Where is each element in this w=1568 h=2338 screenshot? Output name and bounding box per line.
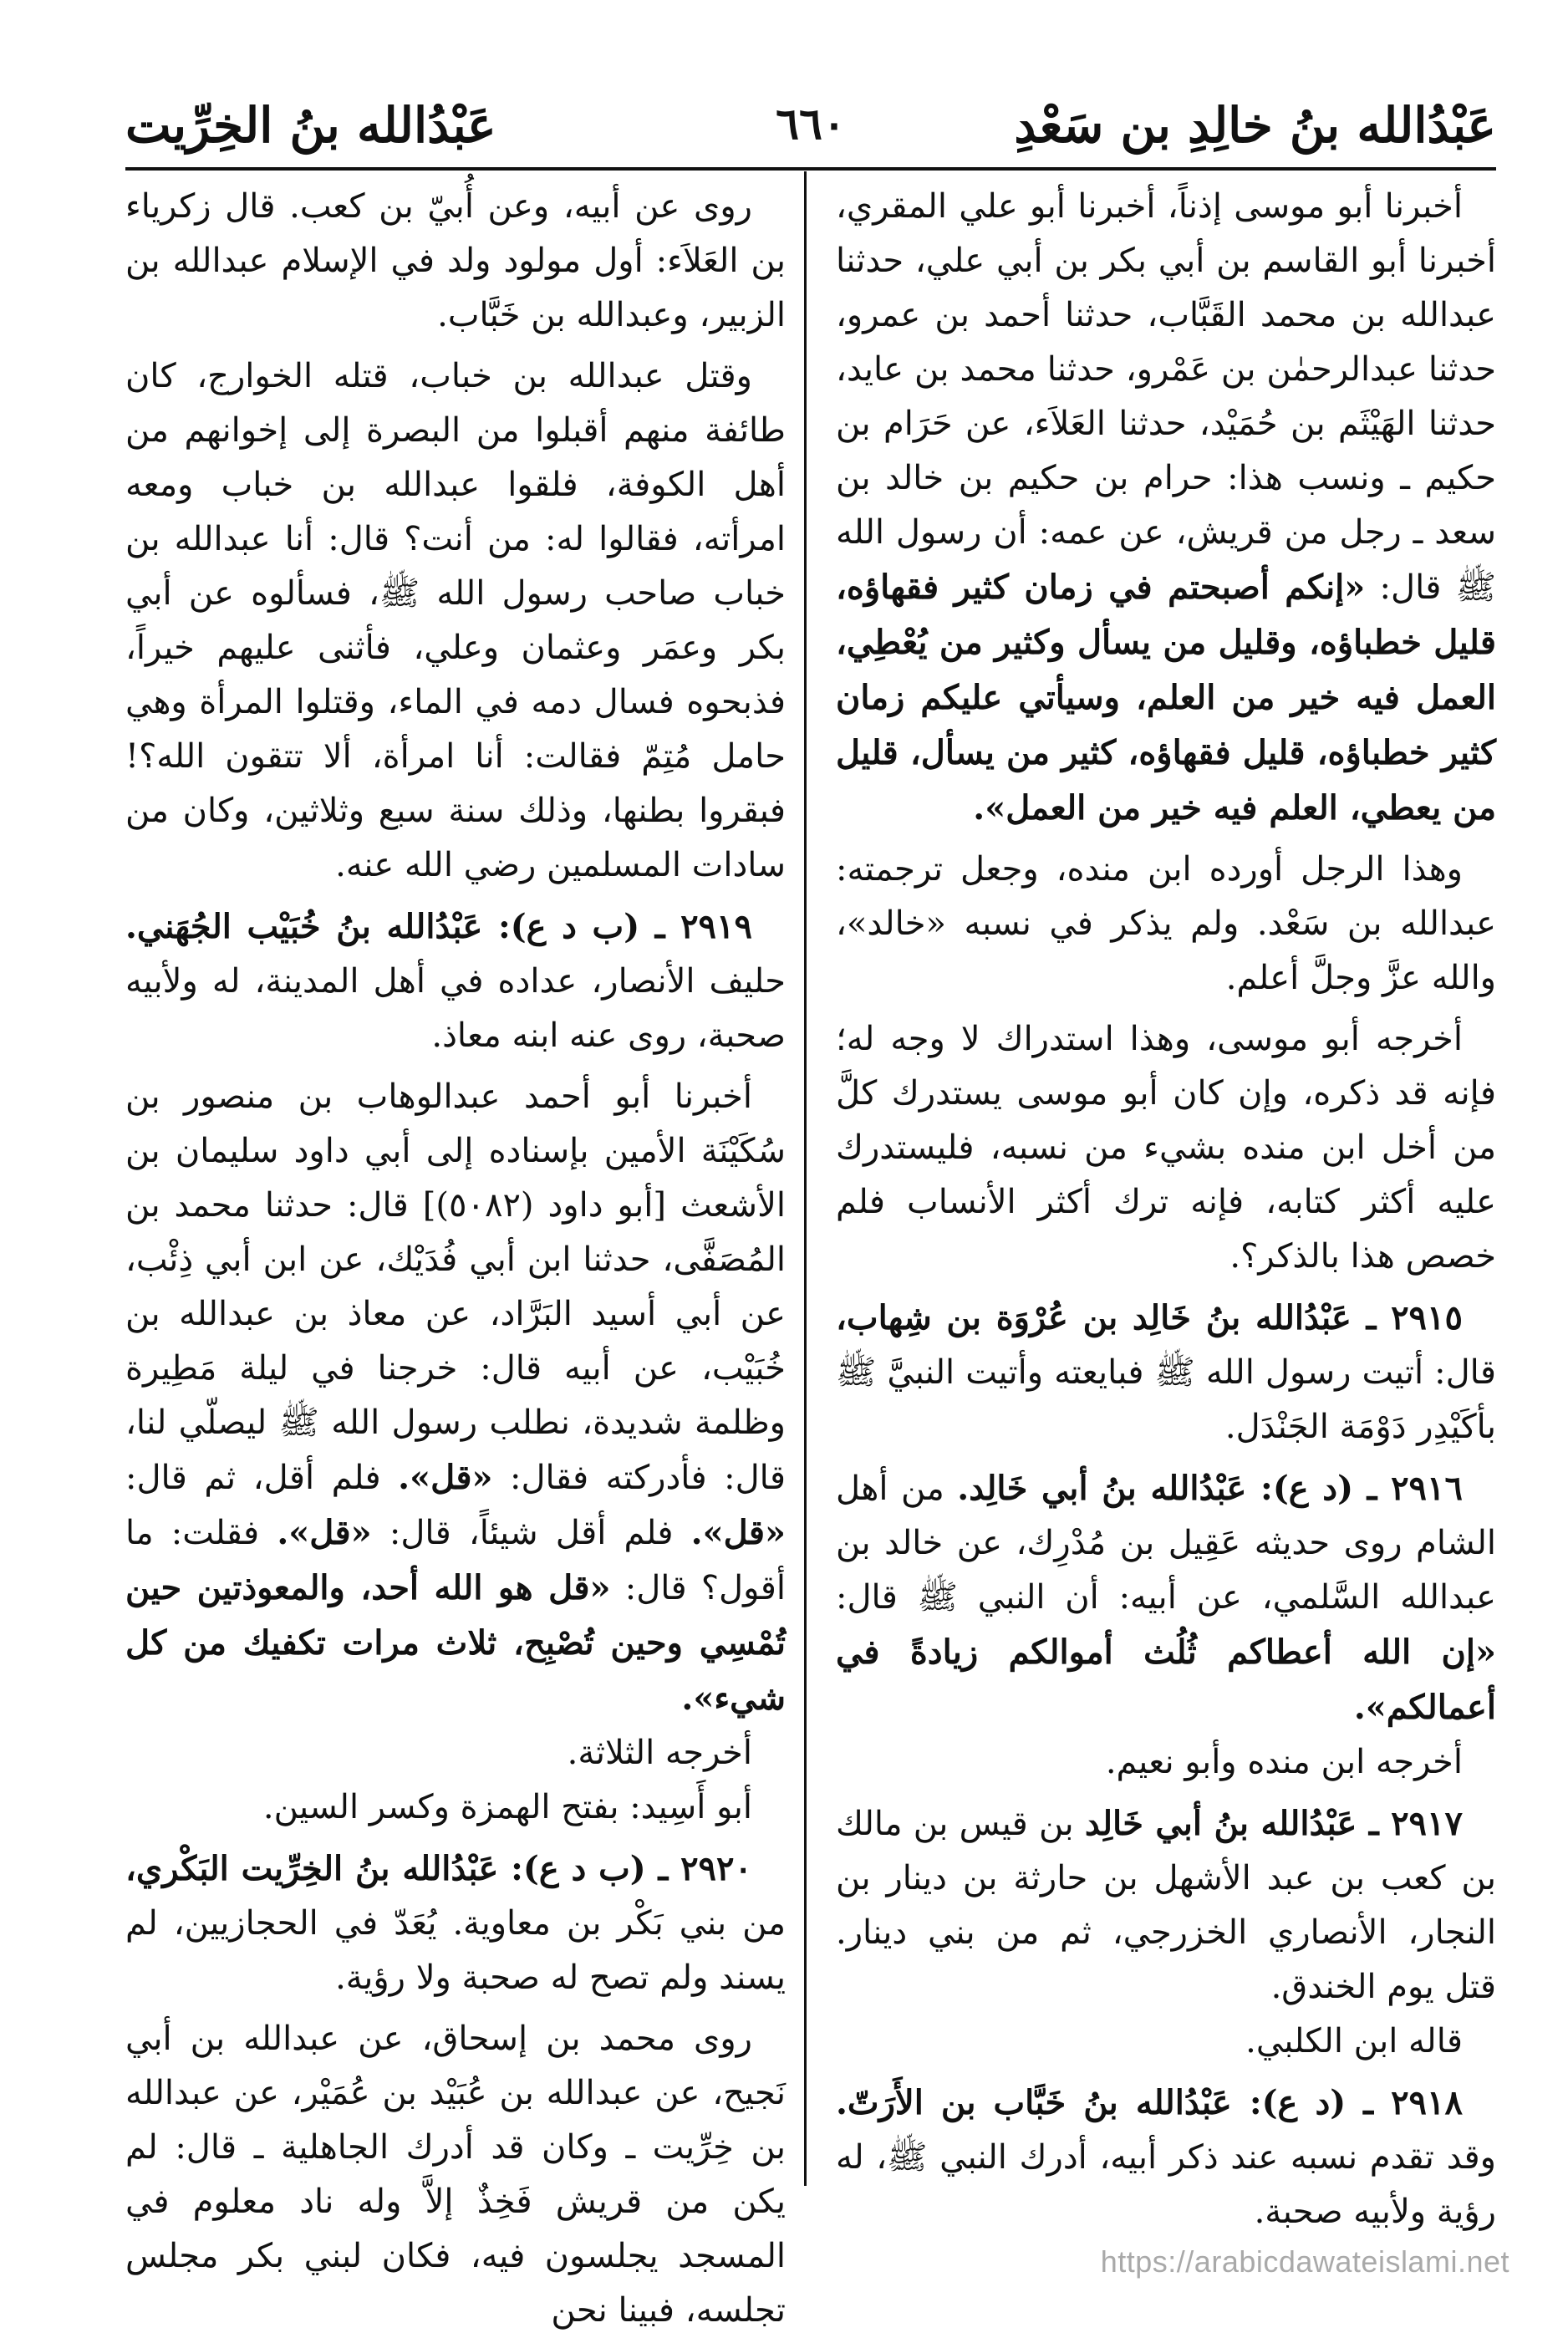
running-title-left: عَبْدُالله بنُ الخِرِّيت xyxy=(125,97,496,154)
paragraph: أخرجه أبو موسى، وهذا استدراك لا وجه له؛ فإنه قد ذكره، وإن كان أبو موسى يستدرك كلَّ من أخل ابن منده بشيء من نسبه، فليستدرك عليه أكثر كتابه، فإنه ترك أكثر الأنساب فلم خصص هذا بالذكر؟. xyxy=(836,1020,1496,1276)
paragraph: روى عن أبيه، وعن أُبيّ بن كعب. قال زكرياء بن العَلاَء: أول مولود ولد في الإسلام عبدالله بن الزبير، وعبدالله بن خَبَّاب. xyxy=(125,187,786,334)
paragraph: أخبرنا أبو موسى إذناً، أخبرنا أبو علي المقري، أخبرنا أبو القاسم بن أبي بكر بن أبي علي، حدثنا عبدالله بن محمد القَبَّاب، حدثنا أحمد بن عمرو، حدثنا عبدالرحمٰن بن عَمْرو، حدثنا محمد بن عايد، حدثنا الهَيْثَم بن حُمَيْد، حدثنا العَلاَء، عن حَرَام بن حكيم ـ ونسب هذا: حرام بن حكيم بن خالد بن سعد ـ رجل من قريش، عن عمه: أن رسول الله ﷺ قال: «إنكم أصبحتم في زمان كثير فقهاؤه، قليل خطباؤه، وقليل من يسأل وكثير من يُعْطِي، العمل فيه خير من العلم، وسيأتي عليكم زمان كثير خطباؤه، قليل فقهاؤه، كثير من يسأل، قليل من يعطي، العلم فيه خير من العمل». xyxy=(836,187,1497,828)
entry-heading: ٢٩١٧ ـ عَبْدُالله بنُ أبي خَالِد xyxy=(1084,1804,1463,1843)
entry-2916: ٢٩١٦ ـ (د ع): عَبْدُالله بنُ أبي خَالِد. من أهل الشام روى حديثه عَقِيل بن مُدْرِك، عن خالد بن عبدالله السَّلمي، عن أبيه: أن النبي ﷺ قال: «إن الله أعطاكم ثُلُث أموالكم زيادةً في أعمالكم». xyxy=(836,1469,1496,1727)
entry-2917: ٢٩١٧ ـ عَبْدُالله بنُ أبي خَالِد بن قيس بن مالك بن كعب بن عبد الأشهل بن حارثة بن دينار بن النجار، الأنصاري الخزرجي، ثم من بني دينار. قتل يوم الخندق. xyxy=(836,1804,1496,2006)
entry-heading: ٢٩١٦ ـ (د ع): عَبْدُالله بنُ أبي خَالِد. xyxy=(957,1469,1463,1508)
entry-heading: ٢٩١٨ ـ (د ع): عَبْدُالله بنُ خَبَّاب بن الأَرَتّ. xyxy=(836,2083,1463,2122)
entry-heading: ٢٩١٩ ـ (ب د ع): عَبْدُالله بنُ خُبَيْب الجُهَني. xyxy=(125,907,752,946)
paragraph: أخرجه الثلاثة. xyxy=(567,1734,752,1772)
left-column xyxy=(125,180,787,2330)
page-number: ٦٦٠ xyxy=(776,99,846,150)
watermark: https://arabicdawateislami.net xyxy=(1100,2244,1509,2279)
entry-2920: ٢٩٢٠ ـ (ب د ع): عَبْدُالله بنُ الخِرِّيت البَكْري، من بني بَكْر بن معاوية. يُعَدّ في الحجازيين، لم يسند ولم تصح له صحبة ولا رؤية. xyxy=(125,1849,786,1997)
hadith-text: «قل هو الله أحد، والمعوذتين حين تُمْسِي وحين تُصْبِح، ثلاث مرات تكفيك من كل شيء». xyxy=(125,1568,786,1718)
entry-heading: ٢٩٢٠ ـ (ب د ع): عَبْدُالله بنُ الخِرِّيت البَكْري، xyxy=(125,1849,752,1888)
page-header xyxy=(125,92,1496,171)
paragraph: وهذا الرجل أورده ابن منده، وجعل ترجمته: عبدالله بن سَعْد. ولم يذكر في نسبه «خالد»، والله عزَّ وجلَّ أعلم. xyxy=(836,850,1496,997)
running-title-right: عَبْدُالله بنُ خالِدِ بن سَعْدِ xyxy=(1014,97,1496,154)
paragraph: وقتل عبدالله بن خباب، قتله الخوارج، كان طائفة منهم أقبلوا من البصرة إلى إخوانهم من أهل الكوفة، فلقوا عبدالله بن خباب ومعه امرأته، فقالوا له: من أنت؟ قال: أنا عبدالله بن خباب صاحب رسول الله ﷺ، فسألوه عن أبي بكر وعمَر وعثمان وعلي، فأثنى عليهم خيراً، فذبحوه فسال دمه في الماء، وقتلوا المرأة وهي حامل مُتِمّ فقالت: أنا امرأة، ألا تتقون الله؟! فبقروا بطنها، وذلك سنة سبع وثلاثين، وكان من سادات المسلمين رضي الله عنه. xyxy=(125,357,786,884)
paragraph: أخرجه ابن منده وأبو نعيم. xyxy=(1105,1743,1463,1781)
right-column xyxy=(836,180,1497,2231)
paragraph: قاله ابن الكلبي. xyxy=(1245,2022,1463,2060)
column-divider xyxy=(804,171,807,2186)
entry-2918: ٢٩١٨ ـ (د ع): عَبْدُالله بنُ خَبَّاب بن الأَرَتّ. وقد تقدم نسبه عند ذكر أبيه، أدرك النبي ﷺ، له رؤية ولأبيه صحبة. xyxy=(836,2083,1496,2231)
entry-2919: ٢٩١٩ ـ (ب د ع): عَبْدُالله بنُ خُبَيْب الجُهَني. حليف الأنصار، عداده في أهل المدينة، له ولأبيه صحبة، روى عنه ابنه معاذ. xyxy=(125,907,786,1055)
paragraph: أبو أَسِيد: بفتح الهمزة وكسر السين. xyxy=(262,1788,752,1826)
hadith-text: «إنكم أصبحتم في زمان كثير فقهاؤه، قليل خطباؤه، وقليل من يسأل وكثير من يُعْطِي، العمل فيه خير من العلم، وسيأتي عليكم زمان كثير خطباؤه، قليل فقهاؤه، كثير من يسأل، قليل من يعطي، العلم فيه خير من العمل». xyxy=(836,568,1497,828)
paragraph: روى محمد بن إسحاق، عن عبدالله بن أبي نَجيح، عن عبدالله بن عُبَيْد بن عُمَيْر، عن عبدالله بن خِرِّيت ـ وكان قد أدرك الجاهلية ـ قال: لم يكن من قريش فَخِذٌ إلاَّ وله ناد معلوم في المسجد يجلسون فيه، فكان لبني بكر مجلس تجلسه، فبينا نحن xyxy=(125,2020,786,2330)
hadith-text: «إن الله أعطاكم ثُلُث أموالكم زيادةً في أعمالكم». xyxy=(836,1633,1496,1727)
paragraph: أخبرنا أبو أحمد عبدالوهاب بن منصور بن سُكَيْنَة الأمين بإسناده إلى أبي داود سليمان بن الأشعث [أبو داود (٥٠٨٢)] قال: حدثنا محمد بن المُصَفَّى، حدثنا ابن أبي فُدَيْك، عن ابن أبي ذِئْب، عن أبي أسيد البَرَّاد، عن معاذ بن عبدالله بن خُبَيْب، عن أبيه قال: خرجنا في ليلة مَطِيرة وظلمة شديدة، نطلب رسول الله ﷺ ليصلّي لنا، قال: فأدركته فقال: «قل». فلم أقل، ثم قال: «قل». فلم أقل شيئاً، قال: «قل». فقلت: ما أقول؟ قال: «قل هو الله أحد، والمعوذتين حين تُمْسِي وحين تُصْبِح، ثلاث مرات تكفيك من كل شيء». xyxy=(125,1077,787,1718)
entry-heading: ٢٩١٥ ـ عَبْدُالله بنُ خَالِد بن عُرْوَة بن شِهاب، xyxy=(836,1298,1463,1337)
entry-2915: ٢٩١٥ ـ عَبْدُالله بنُ خَالِد بن عُرْوَة بن شِهاب، قال: أتيت رسول الله ﷺ فبايعته وأتيت النبيَّ ﷺ بأكَيْدِر دَوْمَة الجَنْدَل. xyxy=(836,1298,1496,1446)
